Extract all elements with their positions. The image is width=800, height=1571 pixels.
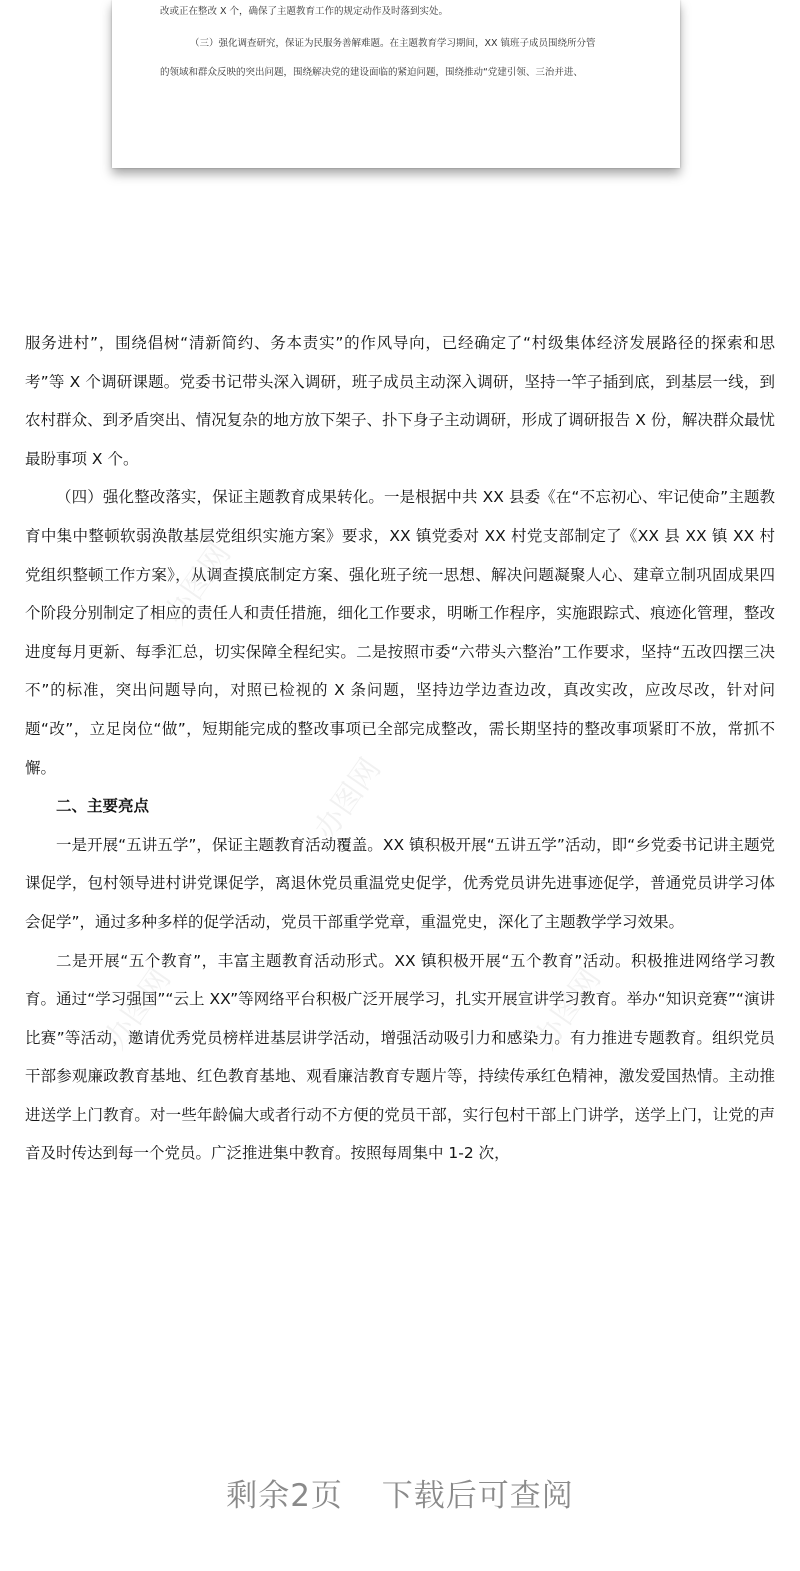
download-to-view-label[interactable]: 下载后可查阅 — [381, 1478, 574, 1514]
watermark: 办图网 — [527, 962, 609, 1056]
preview-line-3: 的领域和群众反映的突出问题，围绕解决党的建设面临的紧迫问题，围绕推动“党建引领、三治并进、 — [160, 67, 583, 78]
remaining-pages-label: 剩余2页 — [226, 1478, 343, 1514]
watermark: 办图网 — [307, 752, 389, 846]
paragraph-rectification: （四）强化整改落实，保证主题教育成果转化。一是根据中共 XX 县委《在“不忘初心、牢记使命”主题教育中集中整顿软弱涣散基层党组织实施方案》要求，XX 镇党委对 XX 村党支部制定了《XX 县 XX 镇 XX 村党组织整顿工作方案》，从调查摸底制定方案、强化班子统一思想、解决问题凝聚人心、建章立制巩固成果四个阶段分别制定了相应的责任人和责任措施，细化工作要求，明晰工作程序，实施跟踪式、痕迹化管理，整改进度每月更新、每季汇总，切实保障全程纪实。二是按照市委“六带头六整治”工作要求，坚持“五改四摆三决不”的标准，突出问题导向，对照已检视的 X 条问题，坚持边学边查边改，真改实改，应改尽改，针对问题“改”，立足岗位“做”，短期能完成的整改事项已全部完成整改，需长期坚持的整改事项紧盯不放，常抓不懈。 — [25, 488, 775, 777]
preview-line-1: 改或正在整改 X 个，确保了主题教育工作的规定动作及时落到实处。 — [160, 6, 449, 17]
section-heading-highlights: 二、主要亮点 — [56, 797, 150, 816]
document-preview-card — [112, 0, 680, 168]
paragraph-research-continued: 服务进村”，围绕倡树“清新简约、务本责实”的作风导向，已经确定了“村级集体经济发展路径的探索和思考”等 X 个调研课题。党委书记带头深入调研，班子成员主动深入调研，坚持一竿子插到底，到基层一线，到农村群众、到矛盾突出、情况复杂的地方放下架子、扑下身子主动调研，形成了调研报告 X 份，解决群众最忧最盼事项 X 个。 — [25, 334, 775, 468]
document-body — [25, 324, 775, 1173]
watermark: 办图网 — [157, 537, 239, 631]
paragraph-five-lectures: 一是开展“五讲五学”，保证主题教育活动覆盖。XX 镇积极开展“五讲五学”活动，即“乡党委书记讲主题党课促学，包村领导进村讲党课促学，离退休党员重温党史促学，优秀党员讲先进事迹促学，普通党员讲学习体会促学”，通过多种多样的促学活动，党员干部重学党章，重温党史，深化了主题教学学习效果。 — [25, 835, 775, 931]
preview-line-2: （三）强化调查研究，保证为民服务善解难题。在主题教育学习期间，XX 镇班子成员围绕所分管 — [190, 38, 596, 49]
download-prompt[interactable] — [0, 1470, 800, 1515]
paragraph-five-educations: 二是开展“五个教育”，丰富主题教育活动形式。XX 镇积极开展“五个教育”活动。积极推进网络学习教育。通过“学习强国”“云上 XX”等网络平台积极广泛开展学习，扎实开展宣讲学习教育。举办“知识竞赛”“演讲比赛”等活动，邀请优秀党员榜样进基层讲学活动，增强活动吸引力和感染力。有力推进专题教育。组织党员干部参观廉政教育基地、红色教育基地、观看廉洁教育专题片等，持续传承红色精神，激发爱国热情。主动推进送学上门教育。对一些年龄偏大或者行动不方便的党员干部，实行包村干部上门讲学，送学上门，让党的声音及时传达到每一个党员。广泛推进集中教育。按照每周集中 1-2 次， — [25, 951, 775, 1163]
watermark: 办图网 — [97, 962, 179, 1056]
